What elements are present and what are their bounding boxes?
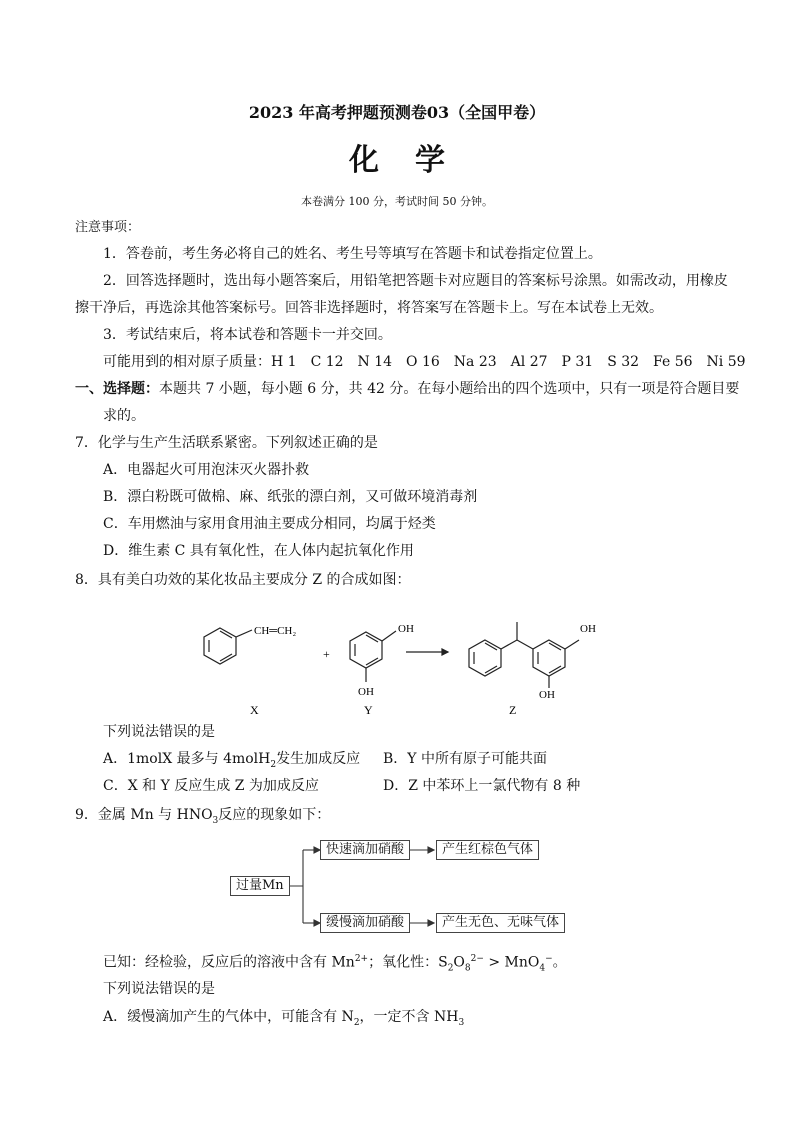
q9-s-sub: 2 (447, 963, 454, 974)
q8-option-a (103, 750, 360, 774)
q8-reaction-diagram (180, 600, 620, 720)
flow-top-box: 快速滴加硝酸 (320, 840, 410, 860)
q9-o: O (453, 954, 465, 971)
q9-prompt: 下列说法错误的是 (103, 981, 215, 997)
q7-option-b: B．漂白粉既可做棉、麻、纸张的漂白剂，又可做环境消毒剂 (103, 489, 478, 505)
y-oh-top: OH (398, 623, 414, 635)
q9-option-a (103, 1008, 464, 1032)
notes-heading: 注意事项： (75, 220, 141, 235)
section-instructions: 本题共 7 小题，每小题 6 分，共 42 分。在每小题给出的四个选项中，只有一项是符合题目要 (159, 381, 740, 397)
flow-bottom-box: 缓慢滴加硝酸 (320, 913, 410, 933)
y-oh-bottom: OH (358, 686, 374, 698)
q8-option-d: D．Z 中苯环上一氯代物有 8 种 (383, 778, 581, 794)
q9-known-end: 。 (552, 954, 567, 971)
paper-title: 2023 年高考押题预测卷03（全国甲卷） (248, 103, 546, 122)
label-x: X (250, 703, 259, 717)
q9-mno-sup: − (545, 954, 553, 964)
q7-option-d: D．维生素 C 具有氧化性，在人体内起抗氧化作用 (103, 543, 414, 559)
q8-a-text: A．1molX 最多与 4molH (103, 751, 271, 767)
q8-a-text-end: 发生加成反应 (276, 751, 361, 767)
note-item-2: 2．回答选择题时，选出每小题答案后，用铅笔把答题卡对应题目的答案标号涂黑。如需改动，用橡皮 (103, 273, 728, 289)
flow-start-box: 过量Mn (230, 876, 290, 896)
q9-stem-sub: 3 (212, 815, 219, 826)
exam-info: 本卷满分 100 分，考试时间 50 分钟。 (301, 195, 493, 208)
q9-known (103, 950, 567, 977)
label-y: Y (364, 703, 373, 717)
q8-option-c: C．X 和 Y 反应生成 Z 为加成反应 (103, 778, 319, 794)
q7-option-c: C．车用燃油与家用食用油主要成分相同，均属于烃类 (103, 516, 436, 532)
q9-gt: > MnO (483, 954, 540, 971)
note-item-3: 3．考试结束后，将本试卷和答题卡一并交回。 (103, 327, 392, 343)
q9-a-sub1: 2 (353, 1017, 360, 1028)
q8-option-b: B．Y 中所有原子可能共面 (383, 751, 547, 767)
q9-stem-text: 9．金属 Mn 与 HNO (75, 807, 213, 823)
note-item-2-cont: 擦干净后，再选涂其他答案标号。回答非选择题时，将答案写在答题卡上。写在本试卷上无效。 (75, 300, 663, 316)
q9-stem-end: 反应的现象如下： (218, 807, 331, 823)
q9-known-sup: 2+ (354, 954, 369, 964)
flow-top-result-box: 产生红棕色气体 (436, 840, 539, 860)
q9-known-text: 已知：经检验，反应后的溶液中含有 Mn (103, 954, 355, 971)
q8-prompt: 下列说法错误的是 (103, 724, 215, 740)
plus-sign: + (323, 647, 330, 661)
q9-o-sub: 8 (464, 963, 471, 974)
flow-bottom-result-box: 产生无色、无味气体 (436, 913, 565, 933)
q7-stem: 7．化学与生产生活联系紧密。下列叙述正确的是 (75, 435, 378, 451)
q9-a-text: A．缓慢滴加产生的气体中，可能含有 N (103, 1009, 354, 1025)
q9-a-mid: ，一定不含 NH (359, 1009, 459, 1025)
note-item-1: 1．答卷前，考生务必将自己的姓名、考生号等填写在答题卡和试卷指定位置上。 (103, 246, 602, 262)
label-z: Z (509, 703, 517, 717)
q8-a-sub: 2 (270, 759, 277, 770)
atomic-masses: 可能用到的相对原子质量：H 1 C 12 N 14 O 16 Na 23 Al 27 P 31 S 32 Fe 56 Ni 59 (103, 354, 746, 370)
q9-a-sub2: 3 (458, 1017, 465, 1028)
q9-known-mid: ；氧化性：S (368, 954, 448, 971)
q9-o-sup: 2− (470, 954, 484, 964)
q8-stem: 8．具有美白功效的某化妆品主要成分 Z 的合成如图： (75, 572, 411, 588)
subject-title: 化学 (349, 143, 481, 178)
z-oh-bottom: OH (539, 689, 555, 701)
q9-stem (75, 806, 330, 830)
z-oh-top: OH (580, 623, 596, 635)
section-prefix: 一、选择题： (75, 381, 159, 397)
vinyl-label: CH═CH₂ (254, 625, 297, 637)
section-heading (75, 380, 739, 398)
q9-mno-sub: 4 (539, 963, 546, 974)
q7-option-a: A．电器起火可用泡沫灭火器扑救 (103, 462, 310, 478)
section-instructions-cont: 求的。 (103, 408, 145, 424)
